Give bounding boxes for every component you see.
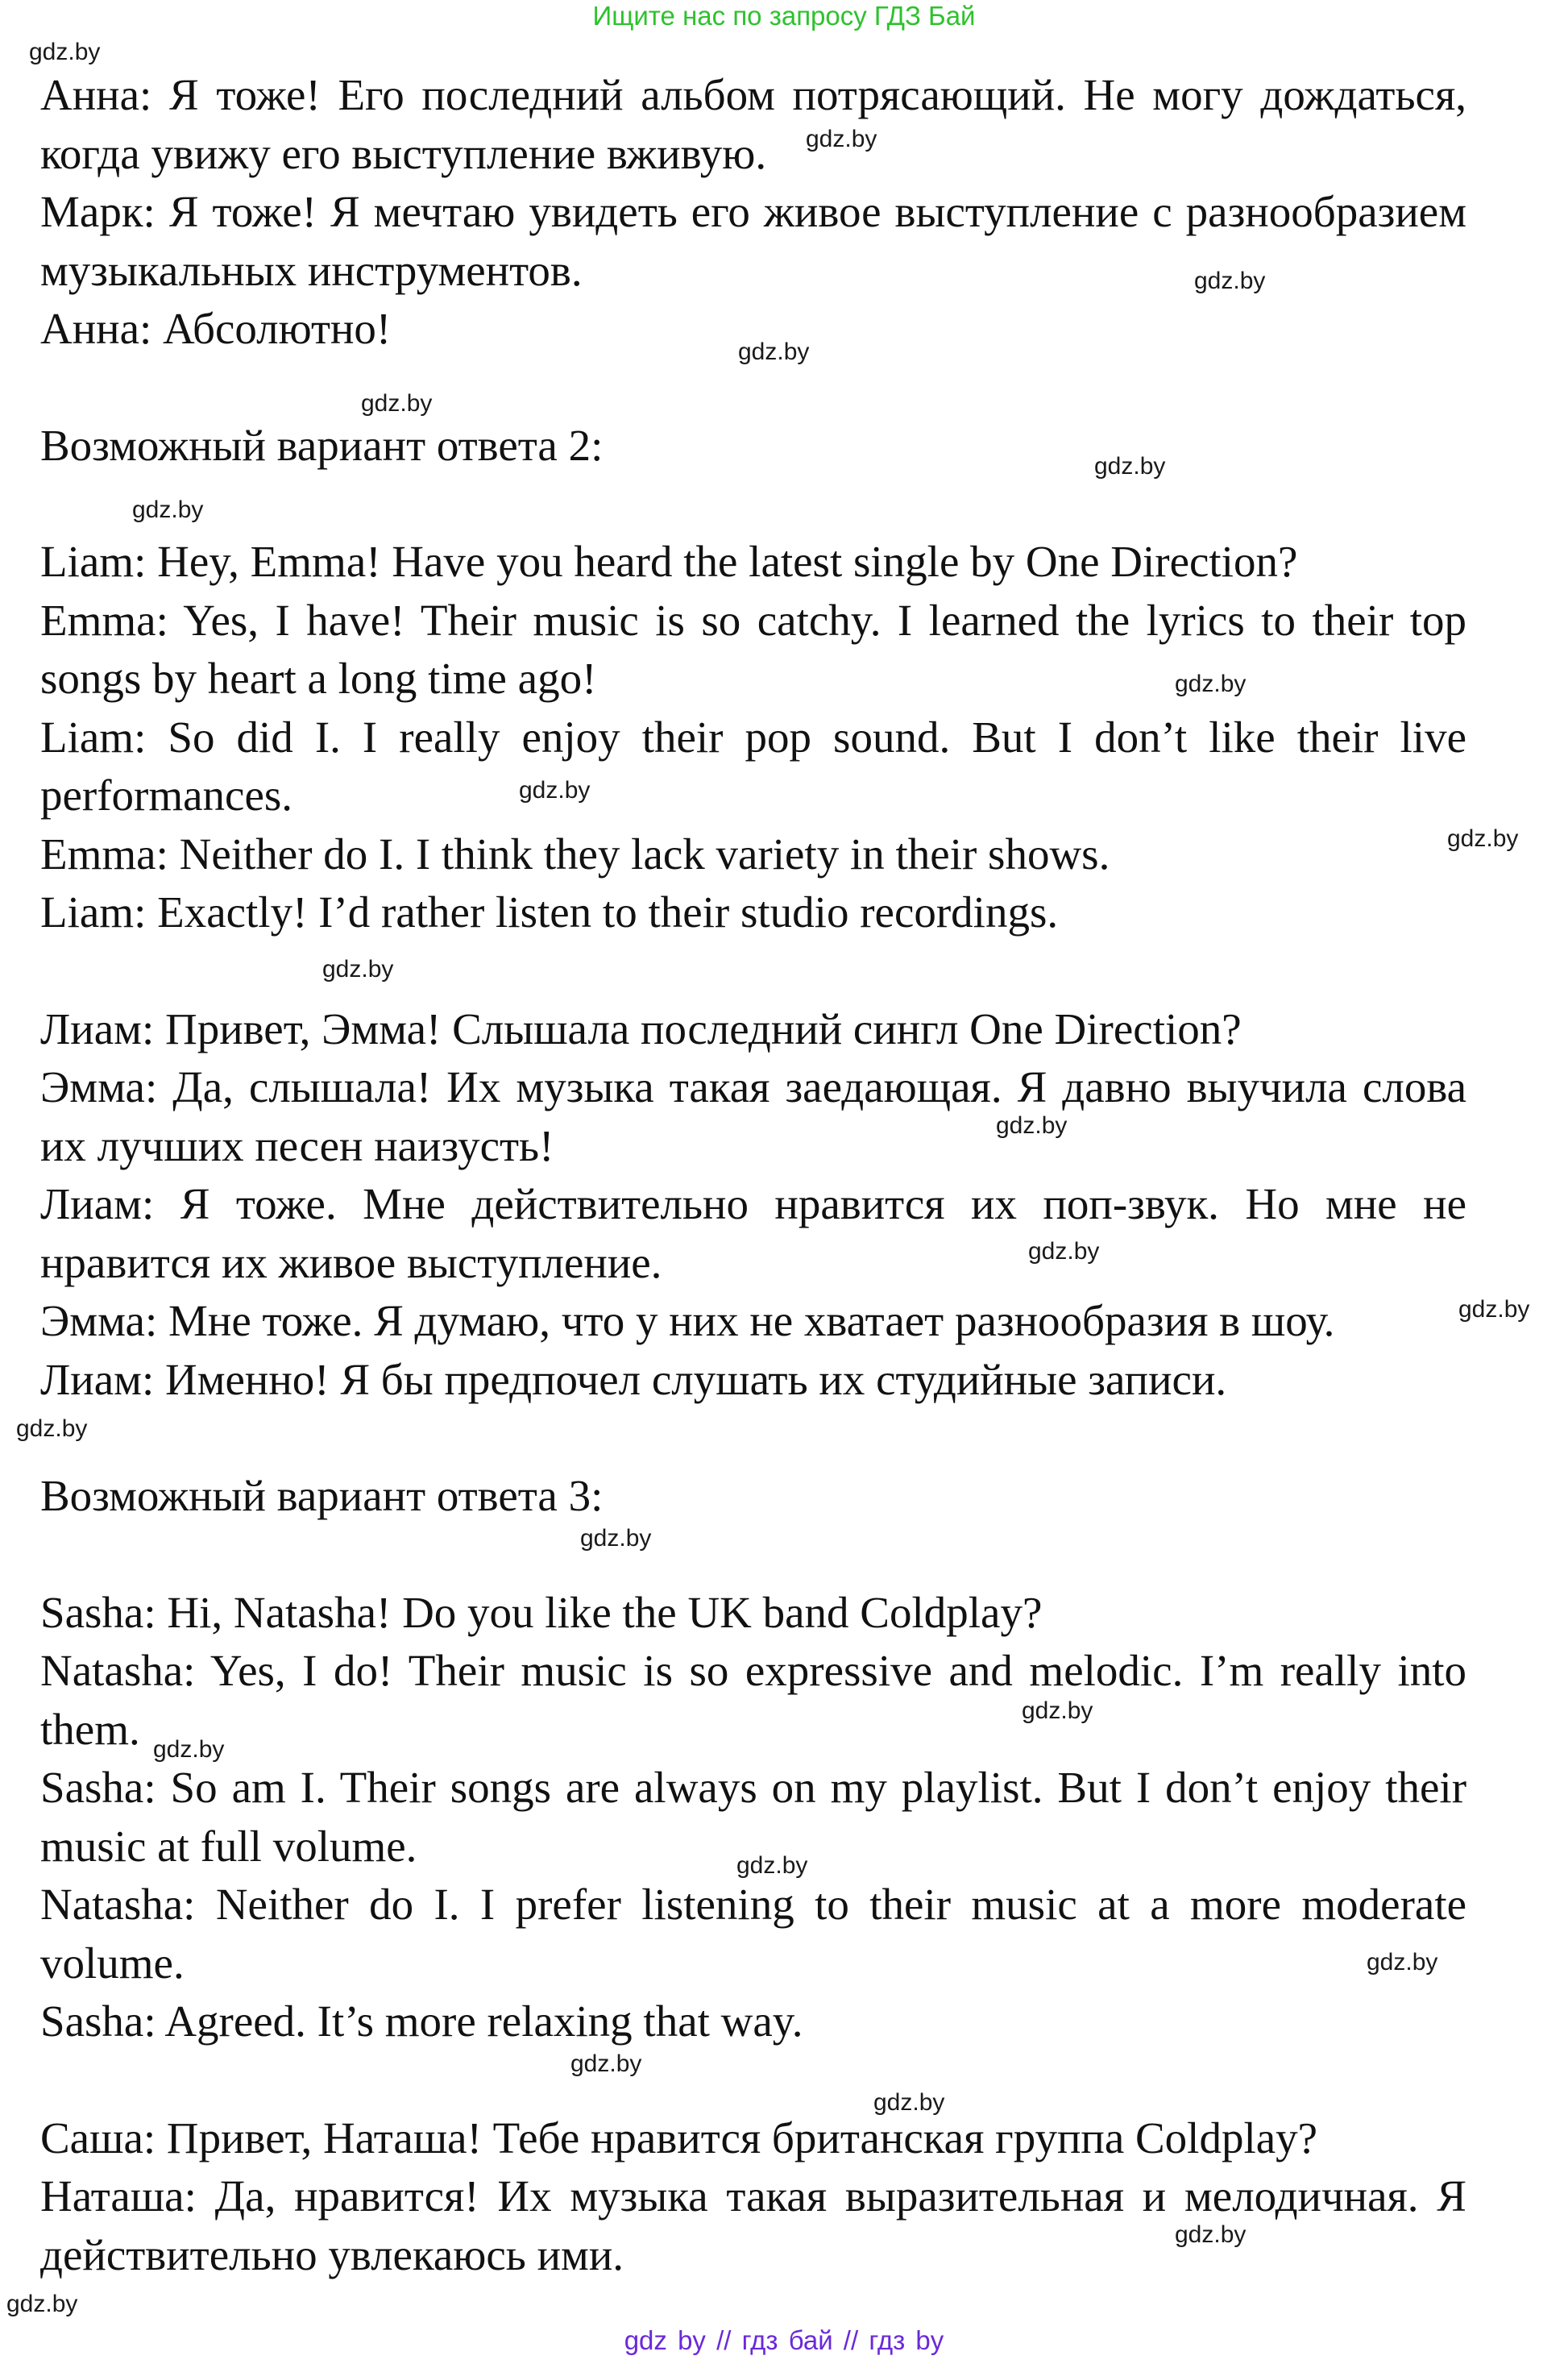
dialog-line: Эмма: Мне тоже. Я думаю, что у них не хватает разнообразия в шоу. — [40, 1296, 1335, 1345]
dialog-line: Emma: Yes, I have! Their music is so catchy. I learned the lyrics to their top songs by heart a long time ago! — [40, 595, 1466, 703]
dialog-line: Liam: So did I. I really enjoy their pop sound. But I don’t like their live performances. — [40, 712, 1467, 820]
watermark: gdz.by — [361, 390, 433, 417]
dialog-line: Анна: Абсолютно! — [40, 304, 392, 353]
watermark: gdz.by — [570, 2050, 642, 2077]
answer-heading-3: Возможный вариант ответа 3: — [40, 1471, 604, 1520]
dialog-line: Марк: Я тоже! Я мечтаю увидеть его живое выступление с разнообразием музыкальных инструментов. — [40, 187, 1467, 295]
bottom-links-banner: gdz by // гдз бай // гдз by — [624, 2325, 944, 2355]
answer-heading-2: Возможный вариант ответа 2: — [40, 420, 604, 470]
watermark: gdz.by — [806, 126, 877, 152]
watermark: gdz.by — [1194, 268, 1266, 294]
dialog-line: Liam: Exactly! I’d rather listen to their studio recordings. — [40, 887, 1059, 937]
watermark: gdz.by — [738, 339, 810, 365]
watermark: gdz.by — [1175, 671, 1247, 697]
watermark: gdz.by — [322, 956, 394, 983]
dialog-line: Sasha: Agreed. It’s more relaxing that way. — [40, 1996, 803, 2046]
watermark: gdz.by — [132, 496, 204, 523]
dialog-line: Natasha: Yes, I do! Their music is so expressive and melodic. I’m really into them. — [40, 1646, 1467, 1754]
watermark: gdz.by — [1175, 2221, 1247, 2248]
watermark: gdz.by — [29, 39, 101, 65]
watermark: gdz.by — [6, 2291, 78, 2317]
dialog-line: Natasha: Neither do I. I prefer listening to their music at a more moderate volume. — [40, 1880, 1467, 1988]
watermark: gdz.by — [996, 1112, 1068, 1139]
dialog-line: Анна: Я тоже! Его последний альбом потрясающий. Не могу дождаться, когда увижу его выступление вживую. — [40, 70, 1467, 178]
watermark: gdz.by — [1447, 825, 1519, 852]
dialog-line: Саша: Привет, Наташа! Тебе нравится британская группа Coldplay? — [40, 2113, 1318, 2162]
dialog-line: Эмма: Да, слышала! Их музыка такая заедающая. Я давно выучила слова их лучших песен наизусть! — [40, 1062, 1466, 1170]
dialog-line: Лиам: Я тоже. Мне действительно нравится их поп-звук. Но мне не нравится их живое выступление. — [40, 1179, 1467, 1287]
watermark: gdz.by — [153, 1736, 225, 1763]
watermark: gdz.by — [1367, 1949, 1438, 1976]
dialog-line: Лиам: Привет, Эмма! Слышала последний сингл One Direction? — [40, 1003, 1242, 1053]
dialog-line: Наташа: Да, нравится! Их музыка такая выразительная и мелодичная. Я действительно увлекаюсь ими. — [40, 2171, 1466, 2279]
dialog-line: Лиам: Именно! Я бы предпочел слушать их студийные записи. — [40, 1354, 1227, 1404]
watermark: gdz.by — [1028, 1238, 1100, 1265]
watermark: gdz.by — [1022, 1697, 1093, 1724]
watermark: gdz.by — [16, 1415, 88, 1442]
dialog-line: Emma: Neither do I. I think they lack variety in their shows. — [40, 829, 1110, 879]
watermark: gdz.by — [1094, 453, 1166, 480]
watermark: gdz.by — [519, 777, 591, 804]
dialog-line: Liam: Hey, Emma! Have you heard the latest single by One Direction? — [40, 537, 1298, 586]
watermark: gdz.by — [580, 1525, 652, 1552]
dialog-line: Sasha: Hi, Natasha! Do you like the UK band Coldplay? — [40, 1587, 1043, 1637]
top-search-banner: Ищите нас по запросу ГДЗ Бай — [592, 1, 976, 31]
watermark: gdz.by — [1458, 1296, 1530, 1323]
document-body — [40, 66, 1466, 2284]
dialog-line: Sasha: So am I. Their songs are always on my playlist. But I don’t enjoy their music at full volume. — [40, 1763, 1467, 1871]
watermark: gdz.by — [736, 1852, 808, 1879]
watermark: gdz.by — [873, 2089, 945, 2116]
